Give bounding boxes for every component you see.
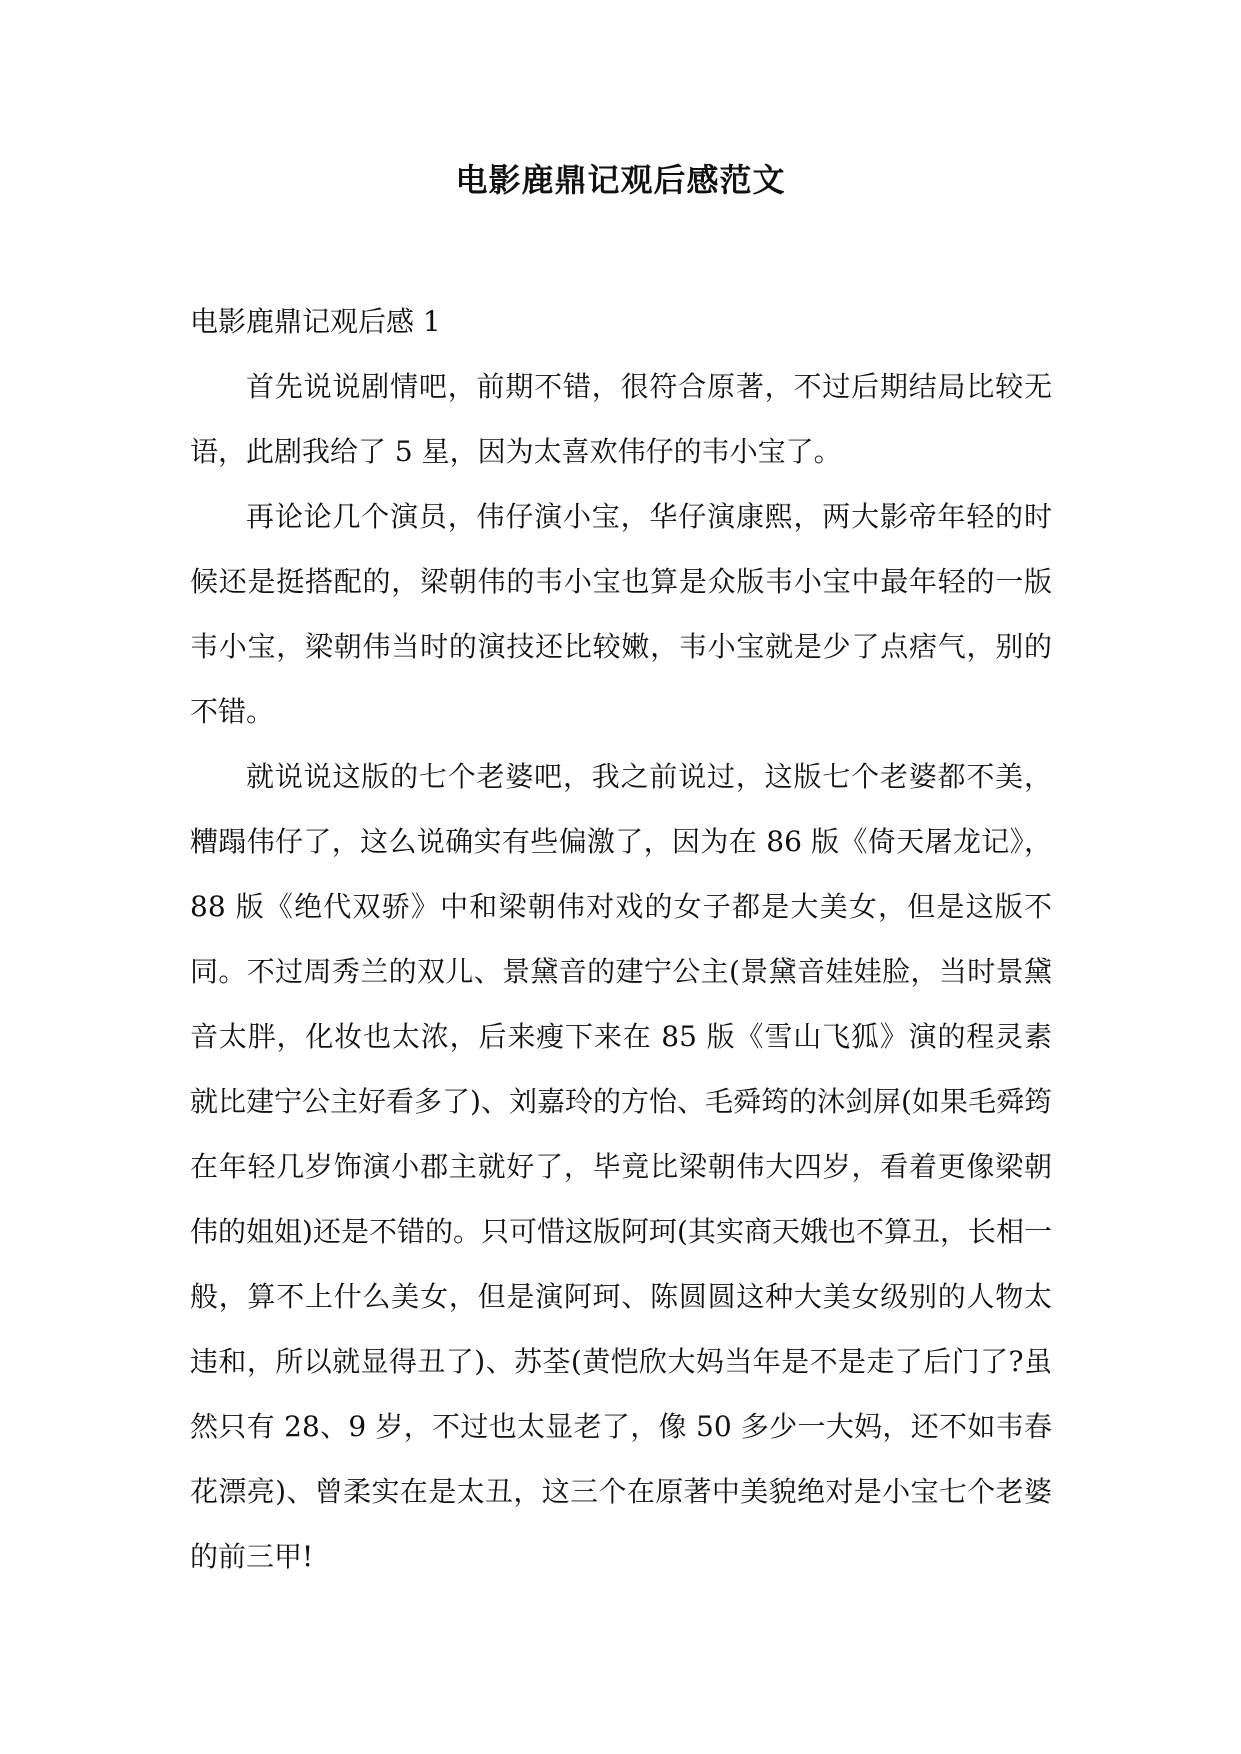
paragraph-plot: 首先说说剧情吧，前期不错，很符合原著，不过后期结局比较无语，此剧我给了 5 星，因为太喜欢伟仔的韦小宝了。 [190,370,1052,468]
paragraph-wives: 就说说这版的七个老婆吧，我之前说过，这版七个老婆都不美，糟蹋伟仔了，这么说确实有些偏激了，因为在 86 版《倚天屠龙记》，88 版《绝代双骄》中和梁朝伟对戏的女子都是大美女，但是这版不同。不过周秀兰的双儿、景黛音的建宁公主(景黛音娃娃脸，当时景黛音太胖，化妆也太浓，后来瘦下来在 85 版《雪山飞狐》演的程灵素就比建宁公主好看多了)、刘嘉玲的方怡、毛舜筠的沐剑屏(如果毛舜筠在年轻几岁饰演小郡主就好了，毕竟比梁朝伟大四岁，看着更像梁朝伟的姐姐)还是不错的。只可惜这版阿珂(其实商天娥也不算丑，长相一般，算不上什么美女，但是演阿珂、陈圆圆这种大美女级别的人物太违和，所以就显得丑了)、苏荃(黄恺欣大妈当年是不是走了后门了?虽然只有 28、9 岁，不过也太显老了，像 50 多少一大妈，还不如韦春花漂亮)、曾柔实在是太丑，这三个在原著中美貌绝对是小宝七个老婆的前三甲! [190,760,1052,1573]
section-heading: 电影鹿鼎记观后感 1 [190,305,441,338]
document-body [190,289,1052,1589]
page-title: 电影鹿鼎记观后感范文 [455,161,786,199]
paragraph-actors: 再论论几个演员，伟仔演小宝，华仔演康熙，两大影帝年轻的时候还是挺搭配的，梁朝伟的韦小宝也算是众版韦小宝中最年轻的一版韦小宝，梁朝伟当时的演技还比较嫩，韦小宝就是少了点痞气，别的不错。 [190,500,1052,728]
